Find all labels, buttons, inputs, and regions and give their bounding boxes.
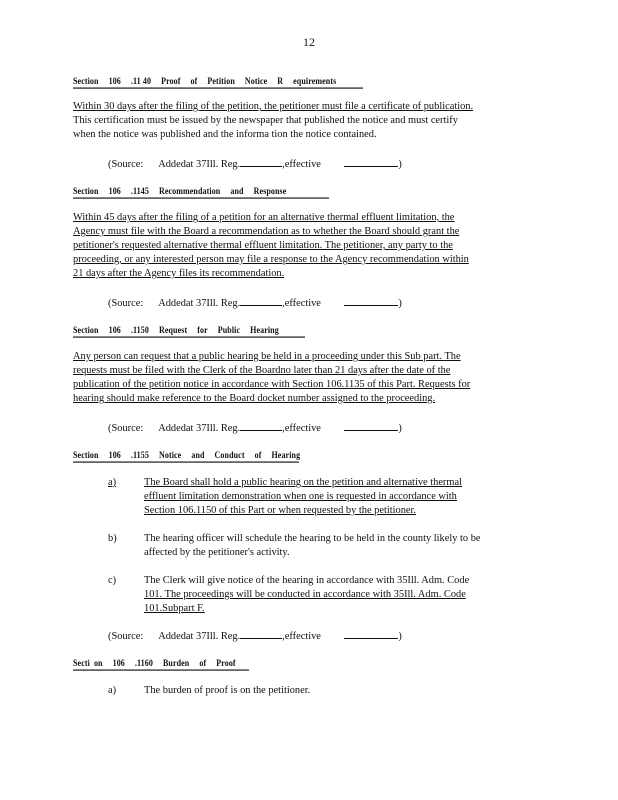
- source-note: [108, 295, 402, 309]
- blank-line: [240, 420, 282, 431]
- heading-word: and: [191, 450, 205, 461]
- source-close: ): [398, 631, 402, 642]
- blank-line: [240, 156, 282, 167]
- heading-word: equirements: [293, 76, 337, 87]
- section-heading-1145: [73, 186, 329, 199]
- body-line: Any person can request that a public hearing be held in a proceeding under this Sub part. The: [73, 351, 461, 362]
- heading-word: of: [190, 76, 198, 87]
- heading-word: 106: [108, 325, 121, 336]
- heading-word: Notice: [158, 450, 182, 461]
- source-prefix: (Source:: [108, 298, 144, 309]
- list-marker: b): [108, 533, 117, 544]
- list-marker: a): [108, 685, 117, 696]
- blank-line: [344, 420, 398, 431]
- item-line: Section 106.1150 of this Part or when requested by the petitioner.: [144, 505, 417, 516]
- source-effective: ,effective: [282, 159, 321, 170]
- body-line: Within 45 days after the filing of a petition for an alternative thermal effluent limitation, the: [73, 212, 455, 223]
- heading-word: Response: [253, 186, 287, 197]
- section-heading-1155: [73, 450, 299, 463]
- source-close: ): [398, 423, 402, 434]
- heading-word: .1145: [130, 186, 149, 197]
- body-line: publication of the petition notice in accordance with Section 106.1135 of this Part. Requests for: [73, 379, 471, 390]
- source-effective: ,effective: [282, 423, 321, 434]
- item-line: The burden of proof is on the petitioner.: [144, 685, 311, 696]
- heading-word: on: [93, 658, 103, 669]
- heading-word: Section: [73, 76, 99, 87]
- heading-word: 106: [108, 76, 121, 87]
- heading-word: Request: [158, 325, 188, 336]
- body-line: when the notice was published and the informa tion the notice contained.: [73, 129, 377, 140]
- source-effective: ,effective: [282, 631, 321, 642]
- section-1145-body: [73, 211, 533, 281]
- item-line: affected by the petitioner's activity.: [144, 547, 290, 558]
- source-citation: Addedat 37Ill. Reg.: [158, 423, 241, 434]
- source-citation: Addedat 37Ill. Reg.: [158, 631, 241, 642]
- heading-word: Public: [217, 325, 241, 336]
- body-line: Within 30 days after the filing of the petition, the petitioner must file a certificate of publication.: [73, 101, 474, 112]
- body-line: requests must be filed with the Clerk of the Boardno later than 21 days after the date of the: [73, 365, 451, 376]
- source-close: ): [398, 298, 402, 309]
- item-line: effluent limitation demonstration when one is requested in accordance with: [144, 491, 457, 502]
- item-line: The hearing officer will schedule the hearing to be held in the county likely to be: [144, 533, 481, 544]
- body-line: Agency must file with the Board a recommendation as to whether the Board should grant the: [73, 226, 460, 237]
- heading-word: Section: [73, 450, 99, 461]
- heading-word: of: [254, 450, 262, 461]
- blank-line: [240, 295, 282, 306]
- source-note: [108, 628, 402, 642]
- body-line: hearing should make reference to the Board docket number assigned to the proceeding.: [73, 393, 436, 404]
- heading-word: Recommendation: [158, 186, 221, 197]
- heading-word: and: [230, 186, 244, 197]
- source-prefix: (Source:: [108, 423, 144, 434]
- blank-line: [344, 295, 398, 306]
- list-marker: a): [108, 477, 117, 488]
- body-line: proceeding, or any interested person may file a response to the Agency recommendation within: [73, 254, 469, 265]
- heading-word: .11 40: [130, 76, 152, 87]
- source-prefix: (Source:: [108, 631, 144, 642]
- section-heading-1160: [73, 658, 249, 671]
- blank-line: [240, 628, 282, 639]
- section-1140-body: [73, 100, 533, 142]
- heading-word: 106: [108, 186, 121, 197]
- source-effective: ,effective: [282, 298, 321, 309]
- heading-word: Section: [73, 325, 99, 336]
- heading-word: Proof: [216, 658, 236, 669]
- heading-word: Secti: [73, 658, 90, 669]
- blank-line: [344, 628, 398, 639]
- source-note: [108, 156, 402, 170]
- heading-word: Proof: [161, 76, 181, 87]
- source-prefix: (Source:: [108, 159, 144, 170]
- source-citation: Addedat 37Ill. Reg.: [158, 298, 241, 309]
- list-marker: c): [108, 575, 117, 586]
- source-citation: Addedat 37Ill. Reg.: [158, 159, 241, 170]
- body-line: 21 days after the Agency files its recommendation.: [73, 268, 285, 279]
- heading-word: R: [277, 76, 284, 87]
- heading-word: Section: [73, 186, 99, 197]
- blank-line: [344, 156, 398, 167]
- item-line: 101.Subpart F.: [144, 603, 205, 614]
- heading-word: of: [199, 658, 207, 669]
- heading-word: Burden: [162, 658, 190, 669]
- body-line: This certification must be issued by the newspaper that published the notice and must certify: [73, 115, 458, 126]
- heading-word: for: [197, 325, 208, 336]
- heading-word: 106: [108, 450, 121, 461]
- page-number: 12: [303, 35, 315, 49]
- source-close: ): [398, 159, 402, 170]
- item-line: The Board shall hold a public hearing on the petition and alternative thermal: [144, 477, 462, 488]
- heading-word: Hearing: [250, 325, 279, 336]
- heading-word: Notice: [244, 76, 268, 87]
- heading-word: 106: [112, 658, 125, 669]
- heading-word: .1160: [134, 658, 153, 669]
- section-1150-body: [73, 350, 533, 406]
- heading-word: Petition: [207, 76, 235, 87]
- heading-word: .1155: [130, 450, 149, 461]
- source-note: [108, 420, 402, 434]
- item-line: The Clerk will give notice of the hearing in accordance with 35Ill. Adm. Code: [144, 575, 470, 586]
- heading-word: Conduct: [214, 450, 245, 461]
- body-line: petitioner's requested alternative thermal effluent limitation. The petitioner, any party to the: [73, 240, 453, 251]
- section-heading-1140: [73, 76, 363, 89]
- heading-word: .1150: [130, 325, 149, 336]
- item-line: 101. The proceedings will be conducted in accordance with 35Ill. Adm. Code: [144, 589, 466, 600]
- section-heading-1150: [73, 325, 305, 338]
- heading-word: Hearing: [271, 450, 301, 461]
